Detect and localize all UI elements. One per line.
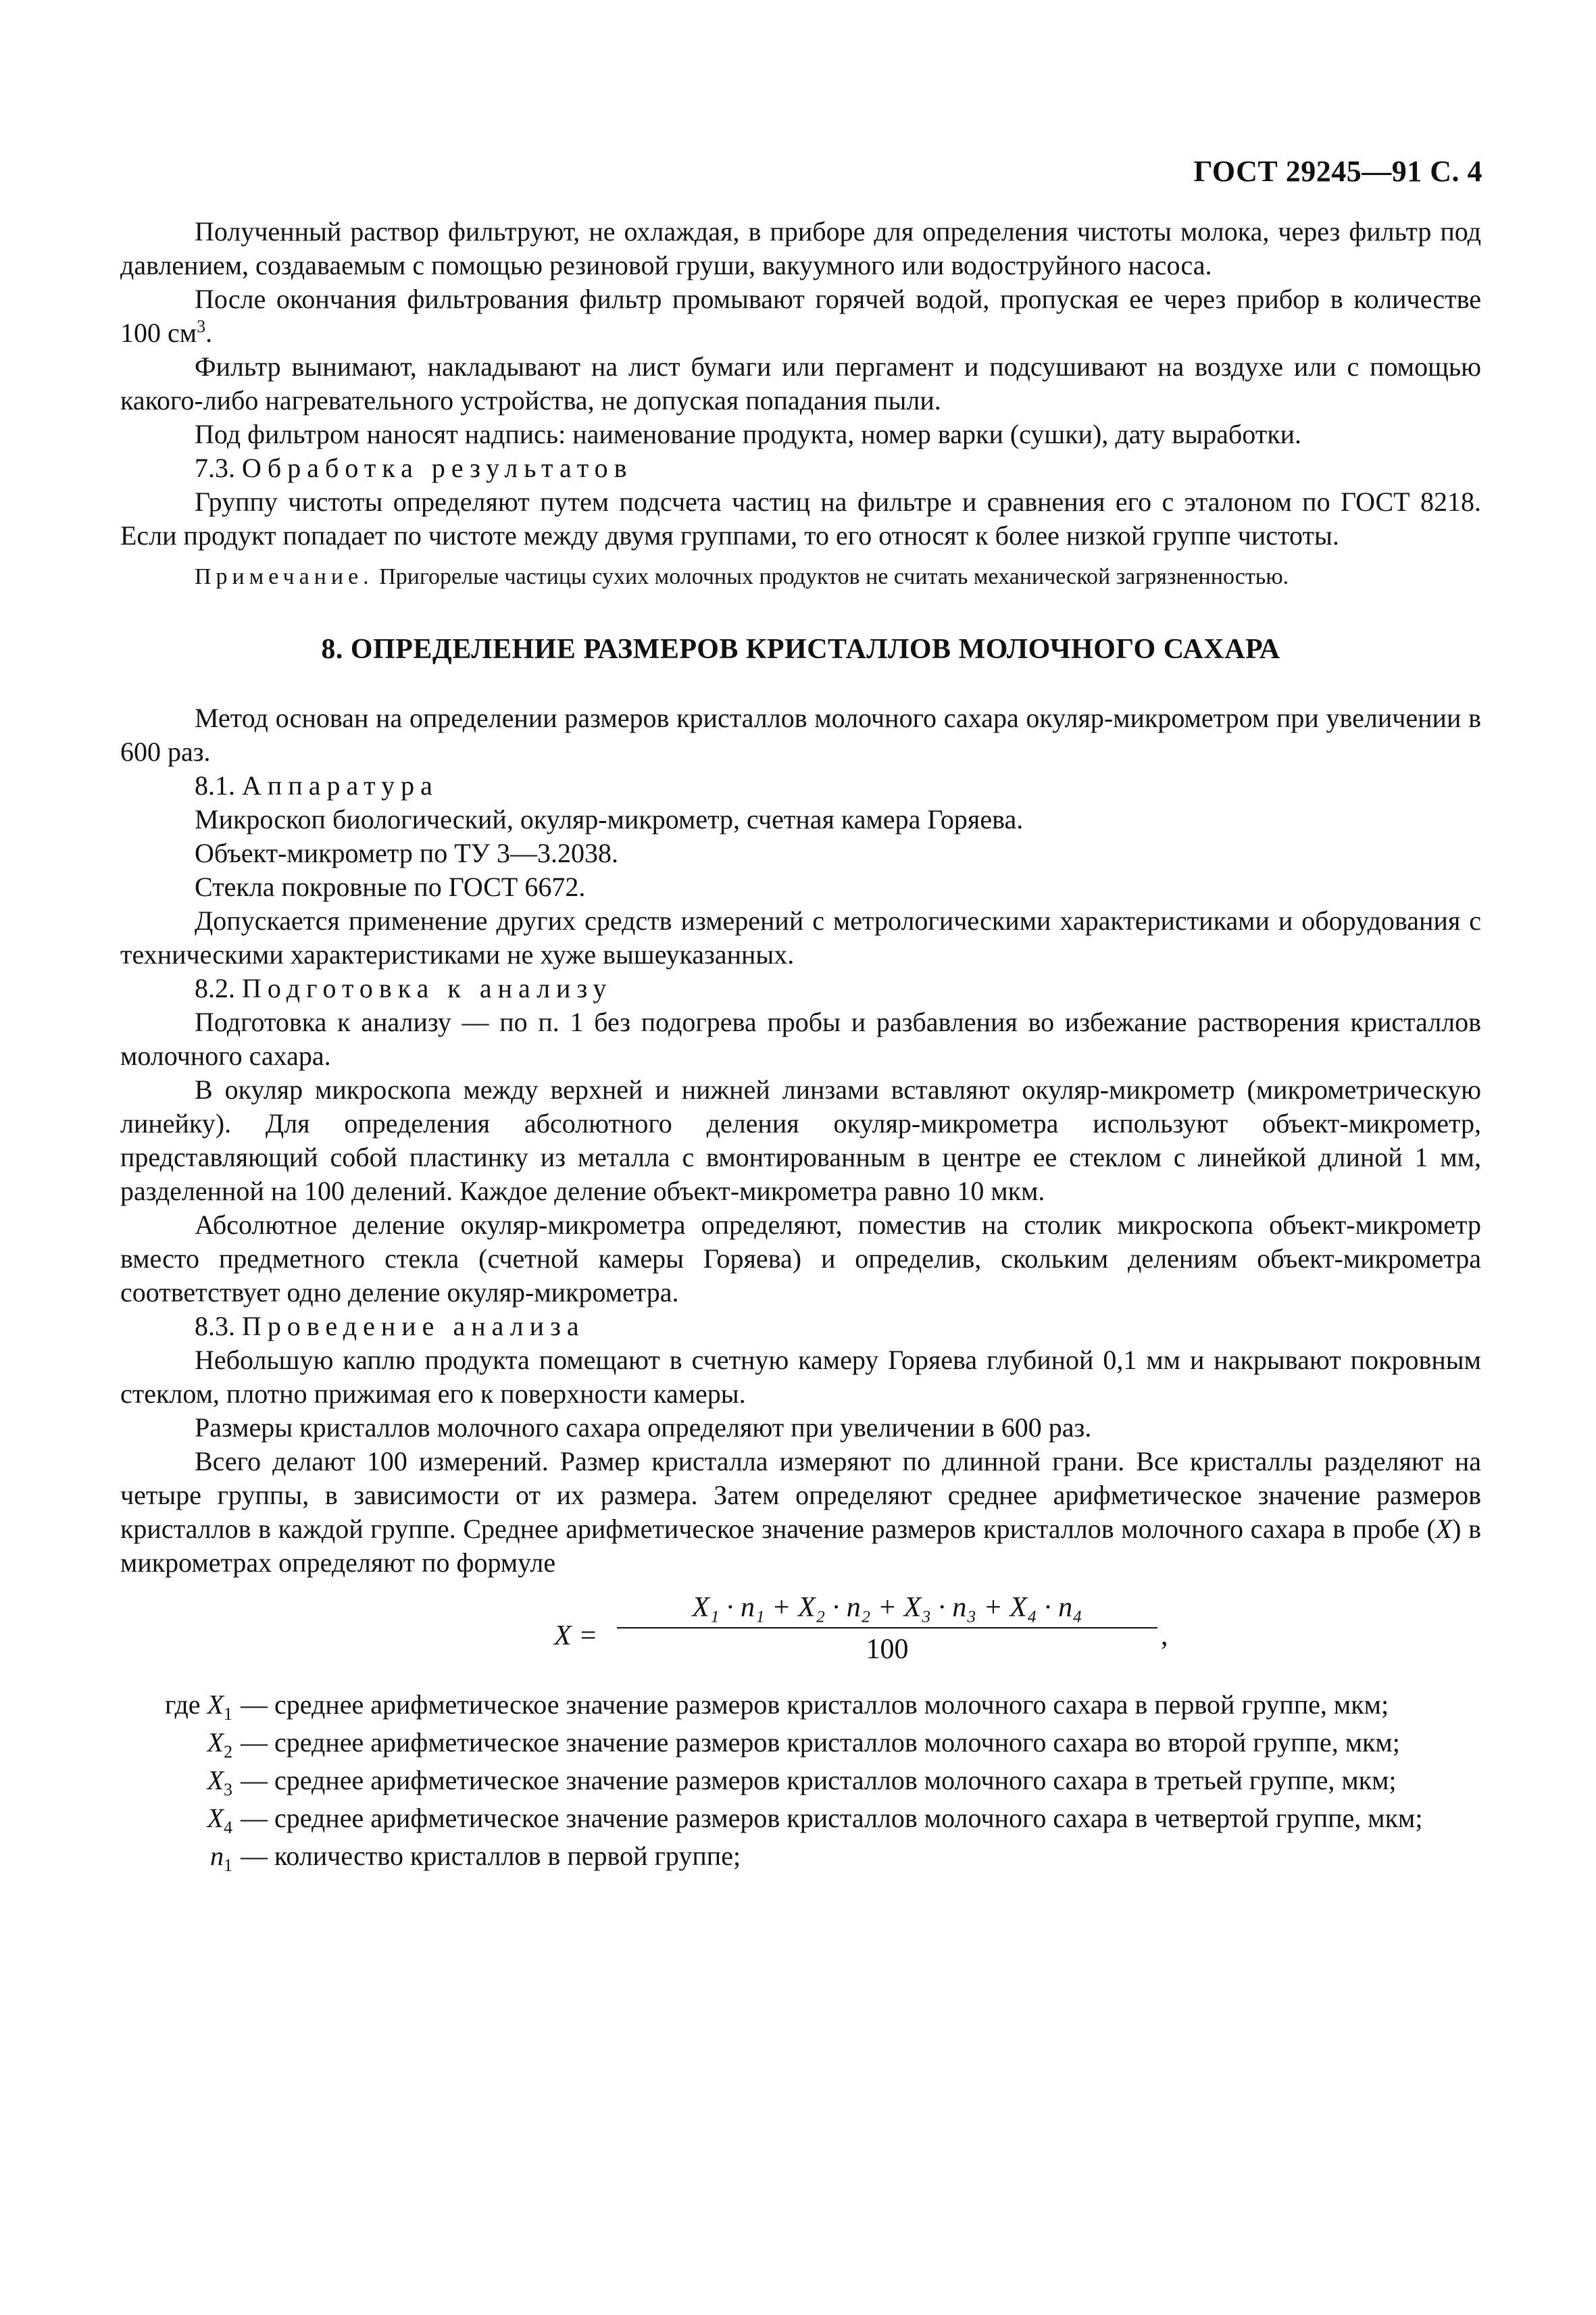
subsection-heading: 8.1. Аппаратура [195, 770, 439, 801]
paragraph: Фильтр вынимают, накладывают на лист бумаги или пергамент и подсушивают на воздухе или с помощью какого-либо нагревательного устройства, не допуская попадания пыли. [120, 351, 1481, 416]
definition-item: $X_3$ — среднее арифметическое значение размеров кристаллов молочного сахара в третьей группе, мкм; [207, 1765, 1397, 1799]
paragraph: В окуляр микроскопа между верхней и нижней линзами вставляют окуляр-микрометр (микрометрическую линейку). Для определения абсолютного деления окуляр-микрометра используют объект-микрометр, представляющий собой пластинку из металла с вмонтированным в центре ее стеклом с линейкой длиной 1 мм, разделенной на 100 делений. Каждое деление объект-микрометра равно 10 мкм. [120, 1074, 1481, 1206]
formula-fraction [617, 1591, 1157, 1666]
definition-item: $n_1$ — количество кристаллов в первой группе; [210, 1841, 741, 1875]
paragraph: Объект-микрометр по ТУ 3—3.2038. [195, 838, 618, 868]
paragraph: Небольшую каплю продукта помещают в счетную камеру Горяева глубиной 0,1 мм и накрывают покровным стеклом, плотно прижимая его к поверхности камеры. [120, 1345, 1481, 1409]
definition-item: $X_2$ — среднее арифметическое значение размеров кристаллов молочного сахара во второй группе, мкм; [207, 1727, 1400, 1762]
definitions-list [120, 1688, 1481, 1873]
subsection-heading: 8.3. Проведение анализа [195, 1311, 585, 1341]
definition-item: $X_4$ — среднее арифметическое значение размеров кристаллов молочного сахара в четвертой группе, мкм; [207, 1803, 1423, 1837]
paragraph: Подготовка к анализу — по п. 1 без подогрева пробы и разбавления во избежание растворения кристаллов молочного сахара. [120, 1007, 1481, 1071]
document-body [120, 215, 1481, 1877]
paragraph: Микроскоп биологический, окуляр-микрометр, счетная камера Горяева. [195, 804, 1024, 835]
paragraph: Абсолютное деление окуляр-микрометра определяют, поместив на столик микроскопа объект-микрометр вместо предметного стекла (счетной камеры Горяева) и определив, скольким делениям объект-микрометра соответствует одно деление окуляр-микрометра. [120, 1210, 1481, 1308]
paragraph: Допускается применение других средств измерений с метрологическими характеристиками и оборудования с техническими характеристиками не хуже вышеуказанных. [120, 905, 1481, 970]
paragraph: Группу чистоты определяют путем подсчета частиц на фильтре и сравнения его с эталоном по ГОСТ 8218. Если продукт попадает по чистоте между двумя группами, то его относят к более низкой группе чистоты. [120, 487, 1481, 551]
section-title: 8. ОПРЕДЕЛЕНИЕ РАЗМЕРОВ КРИСТАЛЛОВ МОЛОЧНОГО САХАРА [321, 634, 1280, 665]
definition-item: где $X_1$ — среднее арифметическое значение размеров кристаллов молочного сахара в первой группе, мкм; [165, 1689, 1389, 1724]
paragraph: Метод основан на определении размеров кристаллов молочного сахара окуляр-микрометром при увеличении в 600 раз. [120, 703, 1481, 767]
paragraph: После окончания фильтрования фильтр промывают горячей водой, пропуская ее через прибор в количестве 100 $см^3$. [120, 284, 1481, 348]
note: Примечание. Пригорелые частицы сухих молочных продуктов не считать механической загрязненностью. [195, 564, 1289, 589]
formula-denominator: 100 [866, 1634, 909, 1665]
subsection-heading: 8.2. Подготовка к анализу [195, 973, 613, 1003]
paragraph: Под фильтром наносят надпись: наименование продукта, номер варки (сушки), дату выработки. [195, 419, 1302, 449]
paragraph: Полученный раствор фильтруют, не охлаждая, в приборе для определения чистоты молока, через фильтр под давлением, создаваемым с помощью резиновой груши, вакуумного или водоструйного насоса. [120, 216, 1481, 280]
page-header: ГОСТ 29245—91 С. 4 [1193, 155, 1482, 188]
paragraph: Стекла покровные по ГОСТ 6672. [195, 872, 586, 902]
paragraph: Размеры кристаллов молочного сахара определяют при увеличении в 600 раз. [195, 1412, 1092, 1443]
subsection-heading: 7.3. Обработка результатов [195, 453, 633, 483]
formula-numerator: X₁ · n₁ + X₂ · n₂ + X₃ · n₃ + X₄ · n₄ [617, 1591, 1157, 1628]
formula-comma: , [1161, 1620, 1168, 1651]
formula-lhs: X = [554, 1620, 598, 1651]
paragraph: Всего делают 100 измерений. Размер кристалла измеряют по длинной грани. Все кристаллы разделяют на четыре группы, в зависимости от их размера. Затем определяют среднее арифметическое значение размеров кристаллов в каждой группе. Среднее арифметическое значение размеров кристаллов молочного сахара в пробе (X) в микрометрах определяют по формуле [120, 1446, 1481, 1578]
formula [120, 1591, 1481, 1678]
